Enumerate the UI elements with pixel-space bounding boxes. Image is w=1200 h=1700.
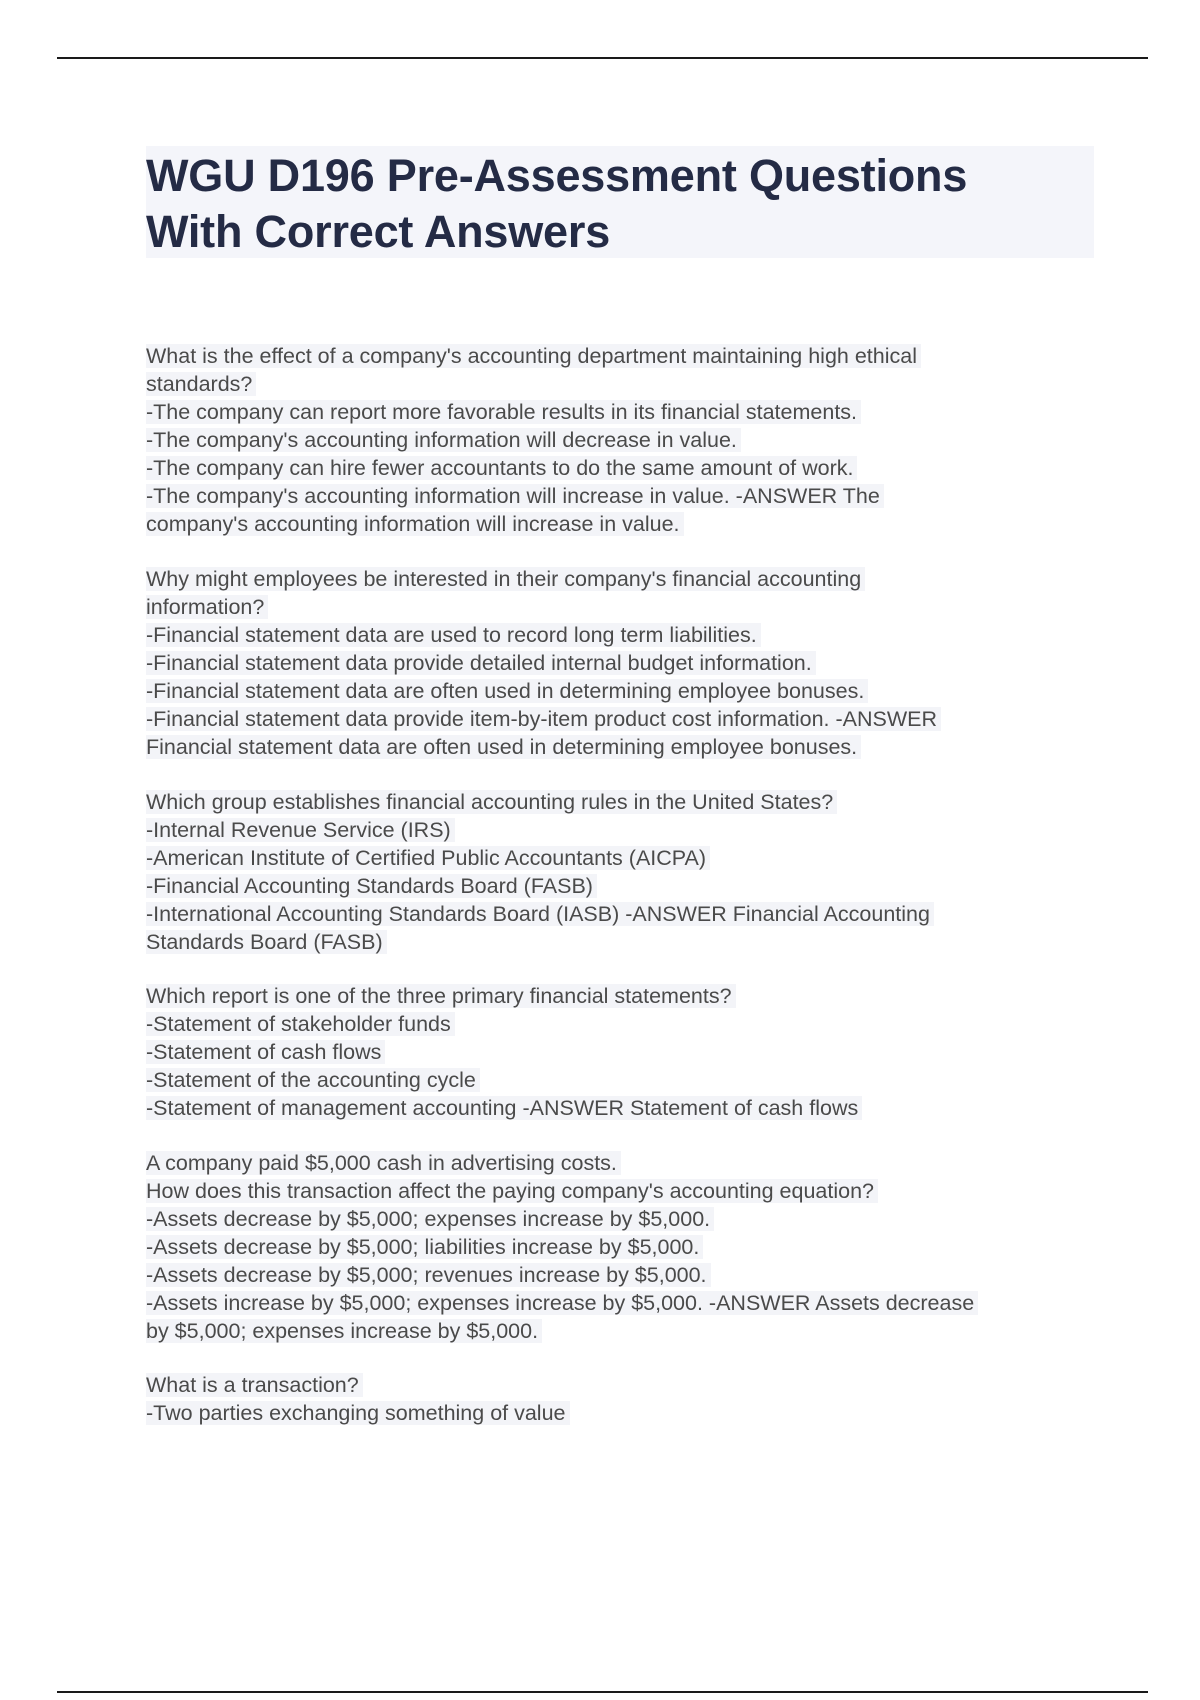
answer-line [146,705,941,733]
question-block [146,1371,570,1427]
answer-line [146,733,941,761]
line-text: -Assets decrease by $5,000; revenues increase by $5,000. [146,1263,711,1287]
question-block [146,982,862,1122]
line-text: -Assets increase by $5,000; expenses increase by $5,000. -ANSWER Assets decrease [146,1291,978,1315]
line-text: A company paid $5,000 cash in advertising costs. [146,1151,621,1175]
question-text [146,982,862,1010]
line-text: -Statement of management accounting -ANSWER Statement of cash flows [146,1096,862,1120]
answer-line [146,677,941,705]
line-text: Financial statement data are often used in determining employee bonuses. [146,735,861,759]
line-text: by $5,000; expenses increase by $5,000. [146,1319,542,1343]
line-text: Standards Board (FASB) [146,930,387,954]
question-text [146,565,941,593]
line-text: -Statement of the accounting cycle [146,1068,480,1092]
line-text: -The company's accounting information will increase in value. -ANSWER The [146,484,884,508]
answer-line [146,454,921,482]
line-text: -American Institute of Certified Public Accountants (AICPA) [146,846,710,870]
header-rule [57,57,1148,59]
answer-line [146,1066,862,1094]
answer-line [146,370,921,398]
answer-line [146,872,934,900]
line-text: -Financial statement data are used to record long term liabilities. [146,623,761,647]
answer-line [146,900,934,928]
question-block [146,1149,978,1345]
line-text: information? [146,595,268,619]
line-text: Why might employees be interested in their company's financial accounting [146,567,865,591]
answer-line [146,1317,978,1345]
answer-line [146,1094,862,1122]
line-text: Which report is one of the three primary financial statements? [146,984,736,1008]
answer-line [146,482,921,510]
line-text: -Assets decrease by $5,000; liabilities increase by $5,000. [146,1235,703,1259]
line-text: -Financial statement data provide detailed internal budget information. [146,651,816,675]
line-text: -Financial statement data are often used in determining employee bonuses. [146,679,868,703]
page-title [146,148,967,260]
line-text: -Statement of stakeholder funds [146,1012,455,1036]
answer-line [146,621,941,649]
line-text: -The company can hire fewer accountants to do the same amount of work. [146,456,857,480]
answer-line [146,816,934,844]
answer-line [146,398,921,426]
question-block [146,788,934,956]
line-text: -Financial statement data provide item-by-item product cost information. -ANSWER [146,707,941,731]
answer-line [146,1399,570,1427]
question-text [146,1371,570,1399]
line-text: company's accounting information will increase in value. [146,512,684,536]
answer-line [146,1010,862,1038]
line-text: How does this transaction affect the paying company's accounting equation? [146,1179,878,1203]
question-block [146,565,941,761]
line-text: -The company can report more favorable results in its financial statements. [146,400,861,424]
line-text: -Statement of cash flows [146,1040,385,1064]
line-text: -Internal Revenue Service (IRS) [146,818,455,842]
line-text: -Assets decrease by $5,000; expenses increase by $5,000. [146,1207,714,1231]
answer-line [146,510,921,538]
line-text: standards? [146,372,256,396]
answer-line [146,1233,978,1261]
answer-line [146,593,941,621]
question-text [146,1149,978,1177]
line-text: -International Accounting Standards Board (IASB) -ANSWER Financial Accounting [146,902,934,926]
answer-line [146,1261,978,1289]
title-line: WGU D196 Pre-Assessment Questions [146,150,968,201]
answer-line [146,1038,862,1066]
answer-line [146,928,934,956]
question-text [146,342,921,370]
answer-line [146,1177,978,1205]
question-text [146,788,934,816]
title-line: With Correct Answers [146,206,611,257]
line-text: -The company's accounting information will decrease in value. [146,428,741,452]
line-text: Which group establishes financial accounting rules in the United States? [146,790,837,814]
answer-line [146,649,941,677]
line-text: -Financial Accounting Standards Board (FASB) [146,874,597,898]
answer-line [146,1205,978,1233]
line-text: -Two parties exchanging something of value [146,1401,570,1425]
line-text: What is the effect of a company's accounting department maintaining high ethical [146,344,921,368]
question-block [146,342,921,538]
footer-rule [57,1691,1148,1693]
answer-line [146,844,934,872]
answer-line [146,1289,978,1317]
line-text: What is a transaction? [146,1373,363,1397]
answer-line [146,426,921,454]
